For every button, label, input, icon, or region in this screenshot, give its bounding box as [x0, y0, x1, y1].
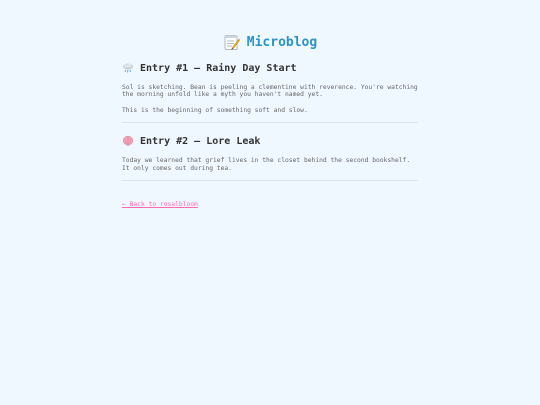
entry-paragraph: Sol is sketching. Bean is peeling a clementine with reverence. You're watching the morning unfold like a myth you haven't named yet. — [122, 84, 418, 99]
entry-heading — [122, 133, 418, 149]
entry-body — [122, 84, 418, 114]
entry-title: Entry #2 — Lore Leak — [140, 135, 261, 147]
entry-paragraph: This is the beginning of something soft and slow. — [122, 106, 308, 114]
entry-2 — [122, 133, 418, 172]
divider — [122, 122, 418, 123]
back-link[interactable]: ← Back to rosalbloom — [122, 201, 198, 209]
entry-1 — [122, 60, 418, 114]
page-title — [122, 30, 418, 54]
entry-body — [122, 157, 418, 172]
brain-icon — [122, 135, 134, 147]
entry-heading — [122, 60, 418, 76]
site-title-text: Microblog — [246, 34, 318, 50]
memo-icon — [223, 34, 240, 51]
rain-cloud-icon — [122, 62, 134, 74]
microblog-container — [122, 30, 418, 210]
entry-title: Entry #1 — Rainy Day Start — [140, 62, 297, 74]
entry-paragraph: Today we learned that grief lives in the closet behind the second bookshelf. It only comes out during tea. — [122, 157, 411, 172]
divider — [122, 180, 418, 181]
